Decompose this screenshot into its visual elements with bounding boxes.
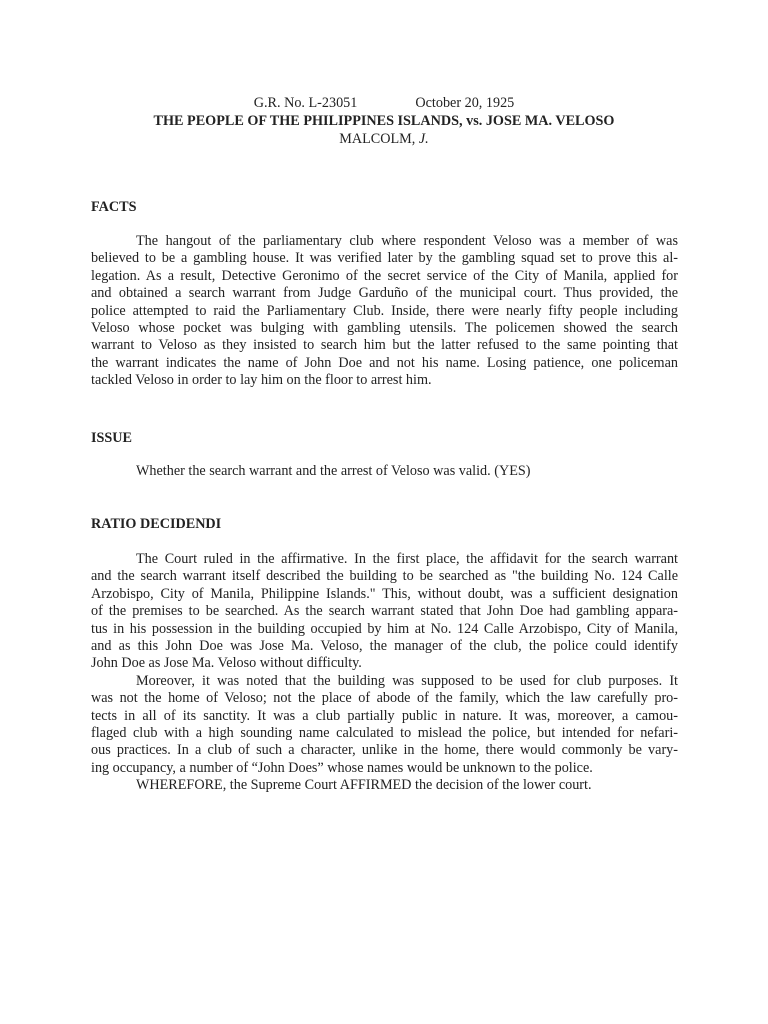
ponente-name: MALCOLM, [339,131,416,147]
facts-paragraph [91,233,678,390]
issue-heading: ISSUE [91,430,133,446]
ratio-line: ing occupancy, a number of “John Does” whose names would be unknown to the police. [91,759,593,776]
ponente [0,130,768,148]
ratio-heading: RATIO DECIDENDI [91,516,222,532]
facts-line: warrant to Veloso as they insisted to search him but the latter refused to the same pointing that [91,337,678,354]
ratio-line: Moreover, it was noted that the building was supposed to be used for club purposes. It [136,672,678,689]
issue-paragraph [91,463,678,480]
issue-text: Whether the search warrant and the arrest of Veloso was valid. (YES) [136,463,531,479]
facts-line: the warrant indicates the name of John Doe and not his name. Losing patience, one policeman [91,354,678,371]
ratio-line: and the search warrant itself described the building to be searched as "the building No. 124 Calle [91,568,678,585]
case-date: October 20, 1925 [415,95,515,111]
ratio-line: tects in all of its sanctity. It was a club partially public in nature. It was, moreover, a camou- [91,707,678,724]
ratio-line: ous practices. In a club of such a character, unlike in the home, there would commonly be vary- [91,742,678,759]
ratio-conclusion: WHEREFORE, the Supreme Court AFFIRMED the decision of the lower court. [136,777,592,794]
case-title: THE PEOPLE OF THE PHILIPPINES ISLANDS, vs. JOSE MA. VELOSO [153,113,615,129]
facts-line: police attempted to raid the Parliamentary Club. Inside, there were nearly fifty people including [91,302,678,319]
case-header [0,94,768,148]
ratio-line: John Doe as Jose Ma. Veloso without difficulty. [91,655,362,672]
facts-line: Veloso whose pocket was bulging with gambling utensils. The policemen showed the search [91,320,678,337]
ratio-section [91,551,678,795]
facts-heading: FACTS [91,199,137,215]
ratio-line: flaged club with a high sounding name calculated to mislead the police, but intended for nefari- [91,725,678,742]
facts-line: believed to be a gambling house. It was verified later by the gambling squad set to prove this al- [91,250,678,267]
facts-line: The hangout of the parliamentary club where respondent Veloso was a member of was [136,233,678,249]
ratio-line: and as this John Doe was Jose Ma. Veloso, the manager of the club, the police could identify [91,638,678,655]
ratio-line: The Court ruled in the affirmative. In the first place, the affidavit for the search warrant [136,551,678,567]
ratio-line: was not the home of Veloso; not the place of abode of the family, which the law carefully pro- [91,690,678,707]
facts-line: and obtained a search warrant from Judge Garduño of the municipal court. Thus provided, the [91,285,678,302]
case-number: G.R. No. L-23051 [253,95,358,111]
ratio-line: tus in his possession in the building occupied by him at No. 124 Calle Arzobispo, City of Manila, [91,620,678,637]
ratio-line: Arzobispo, City of Manila, Philippine Islands." This, without doubt, was a sufficient designation [91,585,678,602]
case-reference-line [0,94,768,112]
facts-line: legation. As a result, Detective Geronimo of the secret service of the City of Manila, applied for [91,267,678,284]
facts-line: tackled Veloso in order to lay him on the floor to arrest him. [91,372,432,389]
ratio-line: of the premises to be searched. As the search warrant stated that John Doe had gambling appara- [91,603,678,620]
ponente-suffix: J. [418,131,429,147]
